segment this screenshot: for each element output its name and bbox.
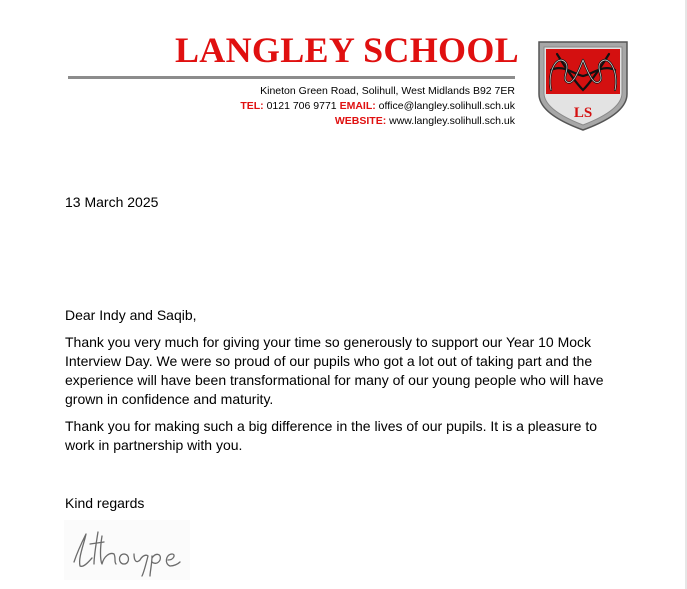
crest-initials: LS <box>573 105 593 121</box>
body-paragraph-1: Thank you very much for giving your time so generously to support our Year 10 Mock Interview Day. We were so proud of our pupils who got a lot out of taking part and the experience will have been transformational for many of our young people who will have grown in confidence and maturity. <box>65 334 604 407</box>
website-line <box>335 115 515 128</box>
school-address: Kineton Green Road, Solihull, West Midlands B92 7ER <box>260 85 515 97</box>
website-value: www.langley.solihull.sch.uk <box>389 115 515 127</box>
body-paragraph-2: Thank you for making such a big difference in the lives of our pupils. It is a pleasure to work in partnership with you. <box>65 418 598 453</box>
school-name: LANGLEY SCHOOL <box>175 30 519 70</box>
salutation: Dear Indy and Saqib, <box>65 307 197 323</box>
tel-value: 0121 706 9771 <box>266 100 337 112</box>
closing: Kind regards <box>65 495 145 511</box>
tel-label: TEL: <box>240 100 264 112</box>
contact-line <box>240 100 515 113</box>
letter-date: 13 March 2025 <box>65 194 159 210</box>
school-crest-icon <box>537 40 629 132</box>
email-label: EMAIL: <box>339 100 376 112</box>
website-label: WEBSITE: <box>334 115 387 127</box>
signature-icon <box>64 520 190 580</box>
email-value: office@langley.solihull.sch.uk <box>378 100 515 112</box>
header-rule <box>68 76 515 79</box>
